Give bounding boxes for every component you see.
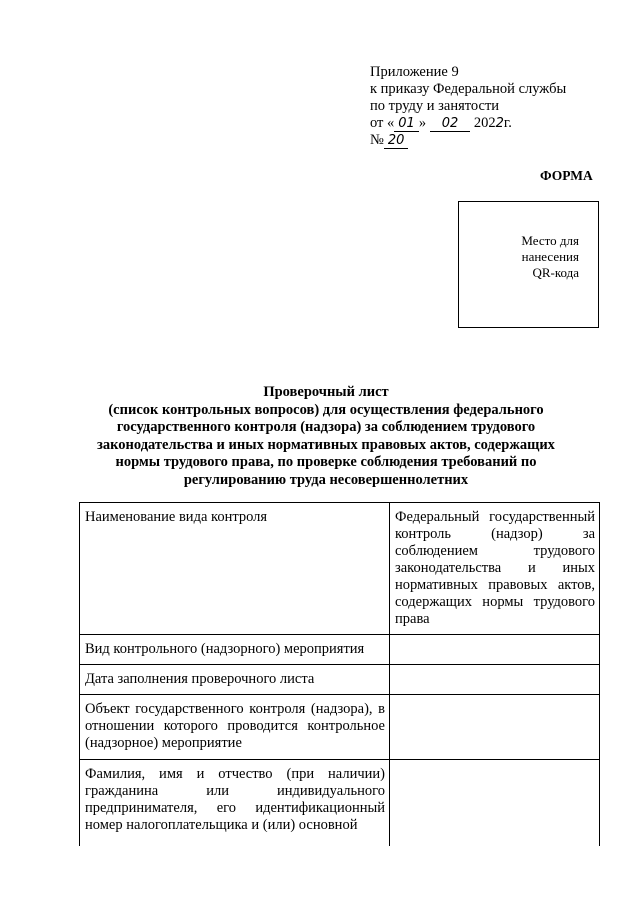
- qr-text-line-1: Место для: [521, 233, 579, 248]
- date-mid: »: [418, 115, 427, 131]
- checklist-table: [79, 502, 600, 846]
- title-line-5: нормы трудового права, по проверке соблюдения требований по: [115, 454, 537, 470]
- appendix-number-line: [370, 132, 610, 149]
- date-month-handwritten: 02: [430, 117, 471, 132]
- appendix-line-2: к приказу Федеральной службы: [370, 81, 567, 97]
- row-value: Федеральный государственный контроль (надзор) за соблюдением трудового законодательства и иных нормативных правовых актов, содержащих нормы трудового права: [390, 503, 600, 635]
- document-title: [95, 384, 557, 489]
- date-year-prefix: 202: [473, 115, 496, 131]
- appendix-block: [370, 64, 610, 149]
- qr-placeholder-text: [489, 233, 579, 281]
- date-prefix: от «: [370, 115, 395, 131]
- row-value: [390, 635, 600, 665]
- title-line-2: (список контрольных вопросов) для осуществления федерального: [108, 401, 544, 418]
- number-value-handwritten: 20: [384, 134, 409, 149]
- qr-text-line-2: нанесения: [521, 249, 579, 264]
- row-value: [390, 760, 600, 847]
- qr-code-placeholder: [458, 201, 599, 328]
- row-value: [390, 695, 600, 760]
- date-suffix: г.: [503, 115, 512, 131]
- title-line-4: законодательства и иных нормативных правовых актов, содержащих: [97, 436, 555, 453]
- row-label: Дата заполнения проверочного листа: [80, 665, 390, 695]
- row-label: Наименование вида контроля: [80, 503, 390, 635]
- title-line-1: Проверочный лист: [263, 384, 389, 400]
- row-label: Объект государственного контроля (надзора), в отношении которого проводится контрольное (надзорное) мероприятие: [80, 695, 390, 760]
- qr-text-line-3: QR-кода: [532, 265, 579, 280]
- row-label: Фамилия, имя и отчество (при наличии) гражданина или индивидуального предпринимателя, его идентификационный номер налогоплательщика и (или) основной: [80, 760, 390, 847]
- appendix-date-line: [370, 115, 610, 132]
- title-line-6: регулированию труда несовершеннолетних: [183, 471, 469, 488]
- row-label: Вид контрольного (надзорного) мероприятия: [80, 635, 390, 665]
- appendix-line-1: Приложение 9: [370, 64, 459, 80]
- appendix-line-3: по труду и занятости: [370, 98, 500, 114]
- forma-label: ФОРМА: [540, 168, 593, 183]
- table-row: [80, 503, 600, 635]
- table-row: [80, 665, 600, 695]
- table-row: [80, 635, 600, 665]
- date-year-digit-handwritten: 2: [495, 116, 504, 131]
- number-prefix: №: [370, 132, 384, 148]
- title-line-3: государственного контроля (надзора) за соблюдением трудового: [116, 419, 536, 435]
- date-day-handwritten: 01: [394, 117, 419, 132]
- row-value: [390, 665, 600, 695]
- table-row: [80, 760, 600, 847]
- table-row: [80, 695, 600, 760]
